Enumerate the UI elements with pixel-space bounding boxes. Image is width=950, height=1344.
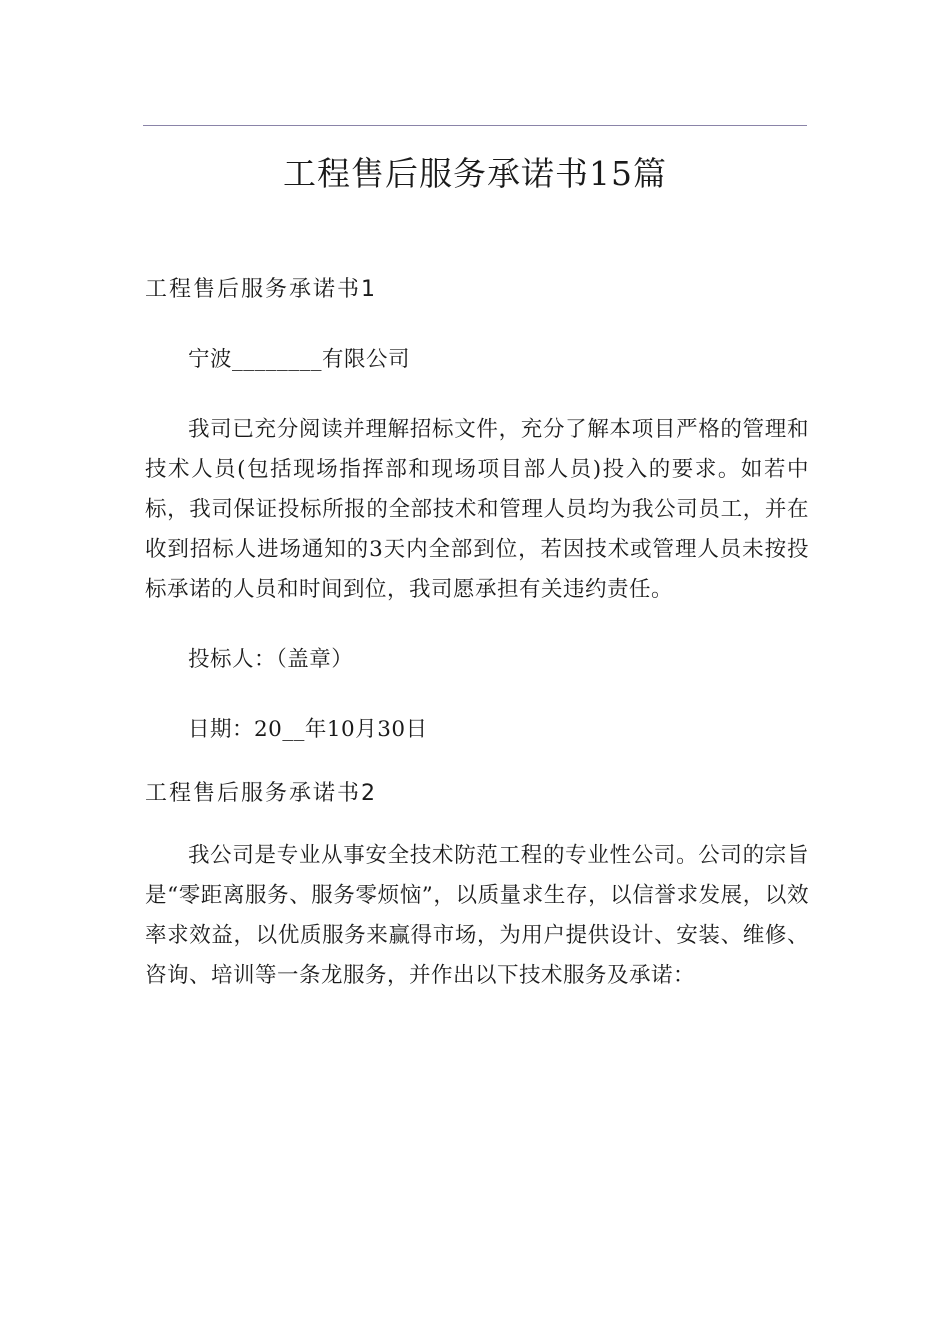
header-rule	[143, 125, 807, 126]
date-line: 日期：20__年10月30日	[188, 717, 428, 742]
document-body	[145, 270, 809, 996]
section-heading-2: 工程售后服务承诺书2	[145, 781, 377, 806]
company-intro-paragraph: 我公司是专业从事安全技术防范工程的专业性公司。公司的宗旨是“零距离服务、服务零烦恼”，以质量求生存，以信誉求发展，以效率求效益，以优质服务来赢得市场，为用户提供设计、安装、维修、咨询、培训等一条龙服务，并作出以下技术服务及承诺：	[145, 843, 809, 988]
section-heading-1: 工程售后服务承诺书1	[145, 277, 377, 302]
document-title: 工程售后服务承诺书15篇	[283, 154, 667, 193]
recipient-line: 宁波________有限公司	[188, 347, 411, 372]
commitment-paragraph: 我司已充分阅读并理解招标文件，充分了解本项目严格的管理和技术人员(包括现场指挥部和现场项目部人员)投入的要求。如若中标，我司保证投标所报的全部技术和管理人员均为我公司员工，并在收到招标人进场通知的3天内全部到位，若因技术或管理人员未按投标承诺的人员和时间到位，我司愿承担有关违约责任。	[145, 417, 809, 602]
bidder-signature-line: 投标人：（盖章）	[188, 647, 354, 672]
